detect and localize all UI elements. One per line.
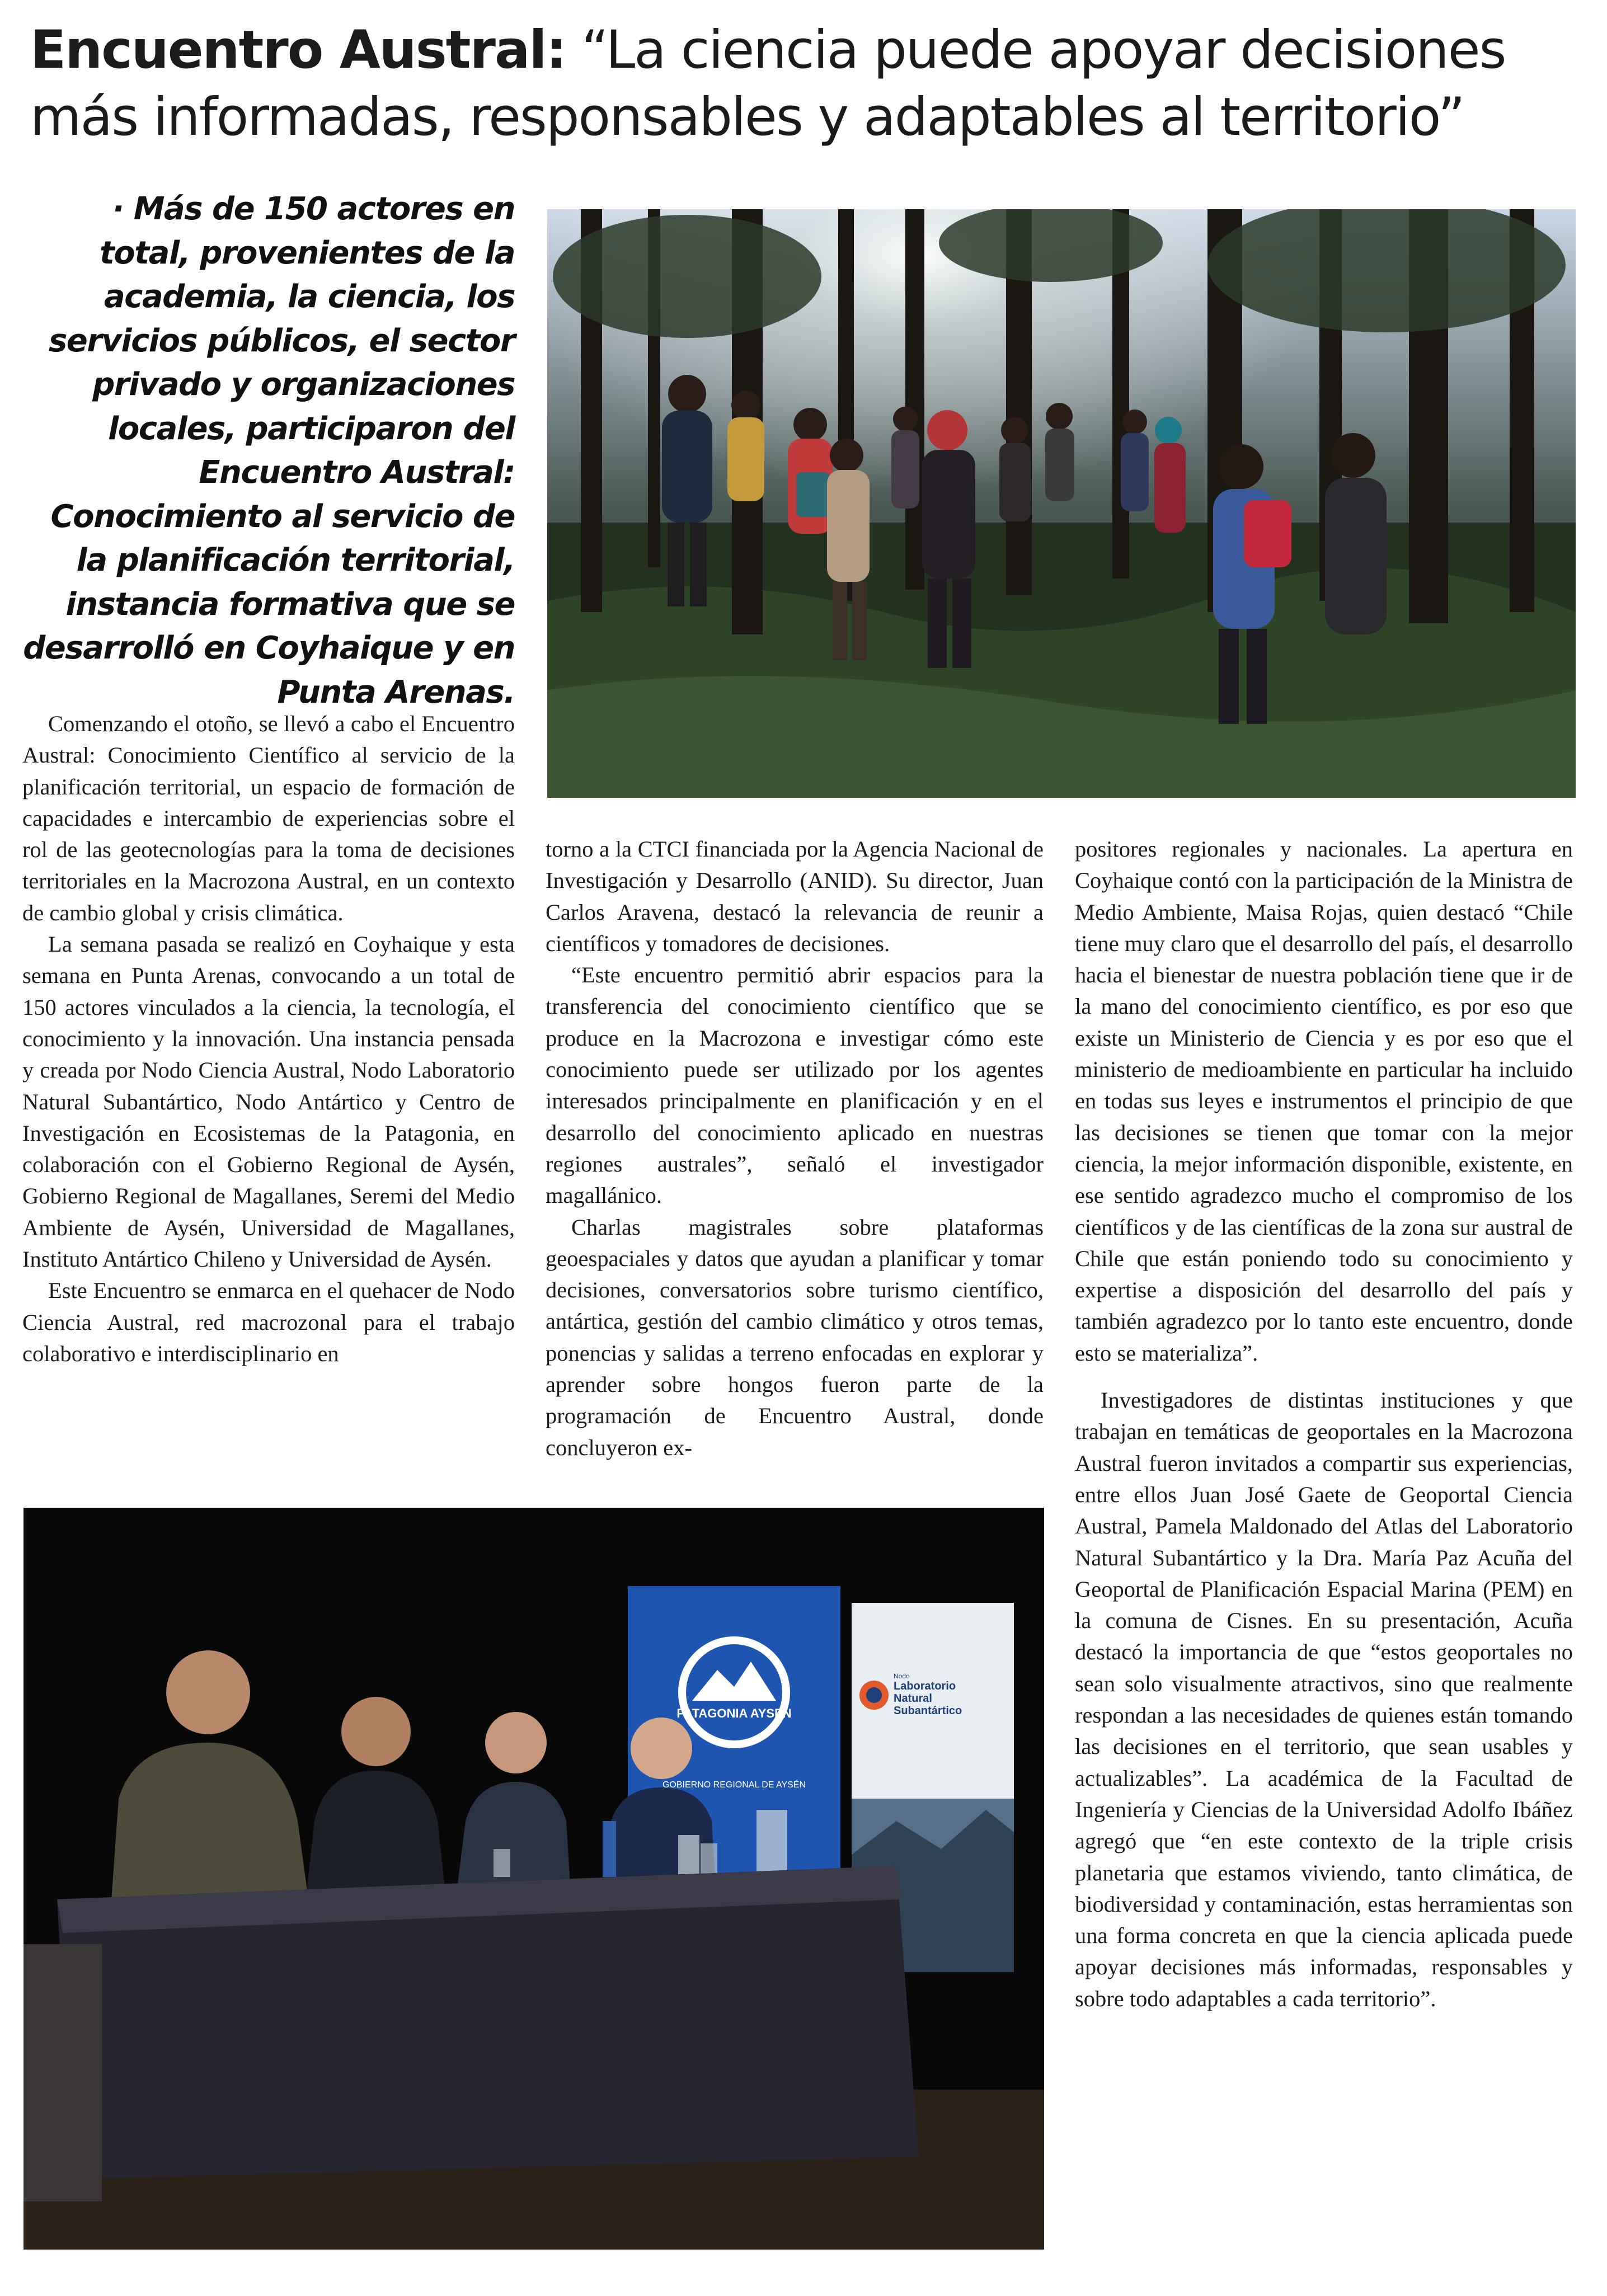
headline-kicker: Encuentro Austral: [30,20,566,81]
paragraph: “Este encuentro permitió abrir espacios para la transferencia del conocimiento científico que se produce en la Macrozona e investigar cómo este conocimiento puede ser utilizado por los agentes interesados principalmente en planificación y en el desarrollo del conocimiento aplicado en nuestras regiones australes”, señaló el investigador magallánico. [546,962,1044,1208]
panel-photo [24,1508,1044,2250]
paragraph: Comenzando el otoño, se llevó a cabo el Encuentro Austral: Conocimiento Científico al servicio de la planificación territorial, un espacio de formación de capacidades e intercambio de experiencias sobre el rol de las geotecnologías para la toma de decisiones territoriales en la Macrozona Austral, en un contexto de cambio global y crisis climática. [22,711,515,925]
headline [30,17,1580,151]
banner-right-small: Nodo [894,1672,910,1680]
forest-photo [547,209,1576,798]
banner-right-title-2: Natural [894,1692,932,1705]
paragraph: Este Encuentro se enmarca en el quehacer de Nodo Ciencia Austral, red macrozonal para el trabajo colaborativo e interdisciplinario en [22,1278,515,1366]
paragraph: Investigadores de distintas instituciones y que trabajan en temáticas de geoportales en la Macrozona Austral fueron invitados a compartir sus experiencias, entre ellos Juan José Gaete de Geoportal Ciencia Austral, Pamela Maldonado del Atlas del Laboratorio Natural Subantártico y la Dra. María Paz Acuña del Geoportal de Planificación Espacial Marina (PEM) en la comuna de Cisnes. En su presentación, Acuña destacó la importancia de que “estos geoportales no sean solo visualmente atractivos, sino que realmente respondan a las necesidades de quienes están tomando las decisiones en el territorio, que sean usables y actualizables”. La académica de la Facultad de Ingeniería y Ciencias de la Universidad Adolfo Ibáñez agregó que “en este contexto de la triple crisis planetaria que estamos viviendo, tanto climática, de biodiversidad y contaminación, estas herramientas son una forma concreta en que la ciencia aplicada puede apoyar decisiones más informadas, responsables y sobre todo adaptables a cada territorio”. [1075,1387,1573,2011]
lead-paragraph: · Más de 150 actores en total, provenientes de la academia, la ciencia, los servicios públicos, el sector privado y organizaciones locales, participaron del Encuentro Austral: Conocimiento al servicio de la planificación territorial, instancia formativa que se desarrolló en Coyhaique y en Punta Arenas. [23,191,515,711]
banner-left-subtitle: GOBIERNO REGIONAL DE AYSÉN [662,1780,806,1790]
paragraph: torno a la CTCI financiada por la Agencia Nacional de Investigación y Desarrollo (ANID). Su director, Juan Carlos Aravena, destacó la relevancia de reunir a científicos y tomadores de decisiones. [546,836,1044,956]
banner-right-title-3: Subantártico [894,1705,962,1717]
banner-right-title-1: Laboratorio [894,1680,956,1692]
paragraph: positores regionales y nacionales. La apertura en Coyhaique contó con la participación de la Ministra de Medio Ambiente, Maisa Rojas, quien destacó “Chile tiene muy claro que el desarrollo del país, el desarrollo hacia el bienestar de nuestra población tiene que ir de la mano del conocimiento científico, es por eso que existe un Ministerio de Ciencia y es por eso que el ministerio de medioambiente en particular ha incluido en todas sus leyes e instrumentos el principio de que las decisiones se tienen que tomar con la mejor ciencia, la mejor información disponible, existente, en ese sentido agradezco mucho el compromiso de los científicos y de las científicas de la zona sur austral de Chile que están poniendo todo su conocimiento y expertise a disposición del desarrollo del país y también agradezco por lo tanto este encuentro, donde esto se materializa”. [1075,836,1573,1366]
body-column-1 [22,708,515,1370]
body-column-3 [1075,834,1573,2015]
paragraph-gap [1075,1369,1573,1385]
paragraph: La semana pasada se realizó en Coyhaique y esta semana en Punta Arenas, convocando a un total de 150 actores vinculados a la ciencia, la tecnología, el conocimiento y la innovación. Una instancia pensada y creada por Nodo Ciencia Austral, Nodo Laboratorio Natural Subantártico, Nodo Antártico y Centro de Investigación en Ecosistemas de la Patagonia, en colaboración con el Gobierno Regional de Aysén, Gobierno Regional de Magallanes, Seremi del Medio Ambiente de Aysén, Universidad de Magallanes, Instituto Antártico Chileno y Universidad de Aysén. [22,931,515,1272]
headline-quote: “La ciencia puede apoyar decisiones más informadas, responsables y adaptables al territorio” [30,20,1506,148]
paragraph: Charlas magistrales sobre plataformas geoespaciales y datos que ayudan a planificar y tomar decisiones, conversatorios sobre turismo científico, antártica, gestión del cambio climático y otros temas, ponencias y salidas a terreno enfocadas en explorar y aprender sobre hongos fueron parte de la programación de Encuentro Austral, donde concluyeron ex- [546,1214,1044,1460]
body-column-2 [546,834,1044,1464]
banner-left-title: PATAGONIA AYSEN [676,1706,792,1720]
